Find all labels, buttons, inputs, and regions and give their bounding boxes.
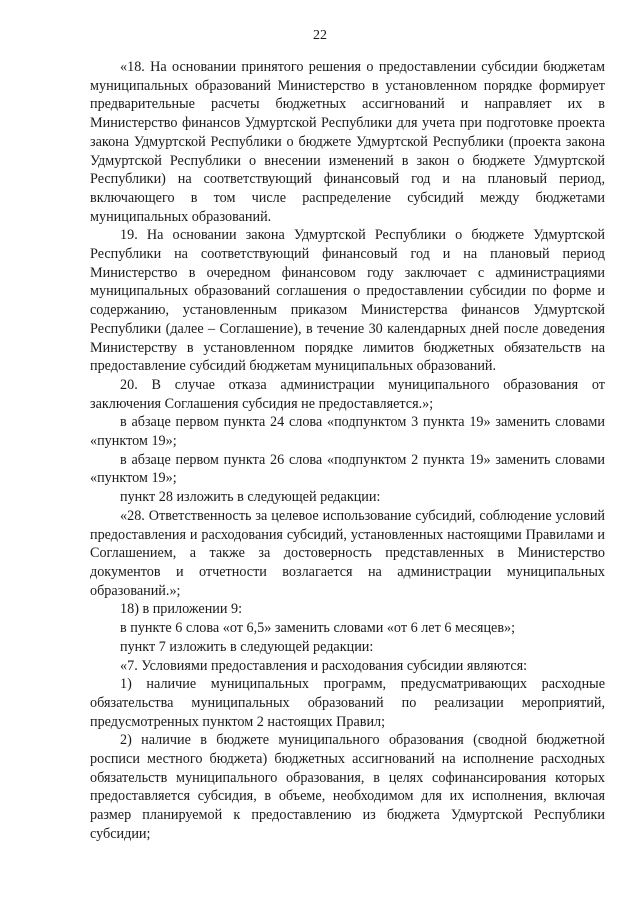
document-body — [90, 58, 605, 844]
paragraph-19: 19. На основании закона Удмуртской Республики о бюджете Удмуртской Республики на соответствующий финансовый год и на плановый период Министерство в очередном финансовом году заключает с администрациями муниципальных образований соглашения о предоставлении субсидии по форме и содержанию, установленным приказом Министерства финансов Удмуртской Республики (далее – Соглашение), в течение 30 календарных дней после доведения Министерству в установленном порядке лимитов бюджетных обязательств на предоставление субсидий бюджетам муниципальных образований. — [90, 227, 605, 375]
paragraph-point-6-amendment: в пункте 6 слова «от 6,5» заменить словами «от 6 лет 6 месяцев»; — [120, 620, 516, 637]
paragraph-point-26-amendment: в абзаце первом пункта 26 слова «подпунктом 2 пункта 19» заменить словами «пунктом 19»; — [90, 451, 605, 487]
paragraph-point-28-intro: пункт 28 изложить в следующей редакции: — [120, 489, 381, 506]
paragraph-condition-1: 1) наличие муниципальных программ, предусматривающих расходные обязательства муниципальных образований по реализации мероприятий, предусмотренных пунктом 2 настоящих Правил; — [90, 676, 605, 730]
paragraph-18: «18. На основании принятого решения о предоставлении субсидии бюджетам муниципальных образований Министерство в установленном порядке формирует предварительные расчеты бюджетных ассигнований и направляет их в Министерство финансов Удмуртской Республики для учета при подготовке проекта закона Удмуртской Республики о бюджете Удмуртской Республики (проекта закона Удмуртской Республики о внесении изменений в закон о бюджете Удмуртской Республики) на соответствующий финансовый год и на плановый период, включающего в том числе распределение субсидий между бюджетами муниципальных образований. — [90, 59, 605, 225]
paragraph-7-conditions: «7. Условиями предоставления и расходования субсидии являются: — [120, 657, 528, 674]
page-number: 22 — [313, 28, 327, 43]
paragraph-20: 20. В случае отказа администрации муниципального образования от заключения Соглашения субсидия не предоставляется.»; — [90, 376, 605, 412]
paragraph-point-7-intro: пункт 7 изложить в следующей редакции: — [120, 638, 374, 655]
paragraph-28: «28. Ответственность за целевое использование субсидий, соблюдение условий предоставления и расходования субсидий, установленных настоящими Правилами и Соглашением, а также за достоверность представленных в Министерство документов и отчетности возлагается на администрации муниципальных образований.»; — [90, 507, 605, 599]
paragraph-point-24-amendment: в абзаце первом пункта 24 слова «подпунктом 3 пункта 19» заменить словами «пунктом 19»; — [90, 414, 605, 450]
paragraph-condition-2: 2) наличие в бюджете муниципального образования (сводной бюджетной росписи местного бюджета) бюджетных ассигнований на исполнение расходных обязательств муниципального образования, в целях софинансирования которых предоставляется субсидия, в объеме, необходимом для их исполнения, включая размер планируемой к предоставлению из бюджета Удмуртской Республики субсидии; — [90, 732, 605, 842]
paragraph-appendix-9-heading: 18) в приложении 9: — [120, 601, 243, 618]
